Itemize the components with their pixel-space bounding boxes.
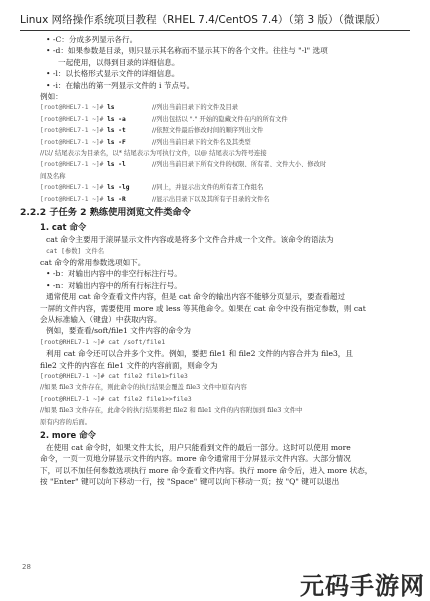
paragraph-line: cat 命令主要用于滚屏显示文件内容或是将多个文件合并成一个文件。该命令的语法为 <box>46 235 334 245</box>
syntax-line: cat [参数] 文件名 <box>46 247 105 255</box>
code-comment: //同上，并显示出文件的所有者工作组名 <box>152 184 264 192</box>
code-line <box>40 125 405 136</box>
code-command: ls -t <box>107 127 126 135</box>
code-command: ls -a <box>107 115 126 123</box>
code-command: ls <box>107 104 115 112</box>
code-prompt: [root@RHEL7-1 ~]# <box>40 115 108 123</box>
section-heading: 2.2.2 子任务 2 熟练使用浏览文件类命令 <box>20 207 191 219</box>
code-comment: //列出当前目录下的文件及目录 <box>152 104 239 112</box>
option-line: • -d：如果参数是目录，则只显示其名称而不显示其下的各个文件。往往与 "-l" 选项 <box>46 46 328 56</box>
code-note: //以/ 结尾表示为目录名，以* 结尾表示为可执行文件，以@ 结尾表示为符号连接 <box>40 149 267 158</box>
code-line <box>40 194 405 205</box>
code-comment: //列出当前目录下所有文件的权限、所有者、文件大小、修改时 <box>152 161 327 169</box>
code-command: ls -lg <box>107 184 130 192</box>
watermark-logo: 元码手游网 <box>300 572 425 600</box>
paragraph-line: 例如，要查看/soft/file1 文件内容的命令为 <box>46 326 191 336</box>
code-comment: //显示出目录下以及其所有子目录的文件名 <box>152 195 270 203</box>
paragraph-line: 利用 cat 命令还可以合并多个文件。例如，要把 file1 和 file2 文件的内容合并为 file3，且 <box>46 349 353 359</box>
subsection-heading: 2. more 命令 <box>40 430 96 440</box>
paragraph-line: cat 命令的常用参数选项如下。 <box>40 257 146 267</box>
code-command: ls -R <box>107 195 126 203</box>
code-prompt: [root@RHEL7-1 ~]# <box>40 195 108 203</box>
code-prompt: [root@RHEL7-1 ~]# <box>40 127 108 135</box>
paragraph-line: 会从标准输入（键盘）中获取内容。 <box>40 314 162 324</box>
option-line: • -l：以长格形式显示文件的详细信息。 <box>46 69 180 79</box>
code-note: //如果 file3 文件存在，此命令的执行结果将把 file2 和 file1 文件的内容附加到 file3 文件中 <box>40 406 303 415</box>
code-line: [root@RHEL7-1 ~]# cat /soft/file1 <box>40 338 166 346</box>
paragraph-line: 在使用 cat 命令时，如果文件太长，用户只能看到文件的最后一部分。这时可以使用 more <box>46 443 351 452</box>
paragraph-line: 命令，一页一页地分屏显示文件的内容。more 命令通常用于分屏显示文件内容。大部分情况 <box>40 454 351 464</box>
code-line <box>40 182 405 193</box>
code-prompt: [root@RHEL7-1 ~]# <box>40 184 108 192</box>
paragraph-line: 按 "Enter" 键可以向下移动一行，按 "Space" 键可以向下移动一页；按 "Q" 键可以退出 <box>40 477 340 487</box>
code-line: [root@RHEL7-1 ~]# cat file2 file1>>file3 <box>40 395 192 403</box>
paragraph-line: file2 文件的内容在 file1 文件的内容前面，则命令为 <box>40 360 218 370</box>
code-note: //如果 file3 文件存在，则此命令的执行结果会覆盖 file3 文件中原有内容 <box>40 383 247 392</box>
option-line: • -b：对输出内容中的非空行标注行号。 <box>46 269 182 279</box>
code-line <box>40 102 405 113</box>
example-label: 例如： <box>40 92 63 102</box>
code-command: ls -F <box>107 138 126 146</box>
subsection-heading: 1. cat 命令 <box>40 222 87 233</box>
code-line: [root@RHEL7-1 ~]# cat file2 file1>file3 <box>40 372 188 380</box>
page-body <box>20 34 405 488</box>
page-number: 28 <box>22 563 31 571</box>
code-prompt: [root@RHEL7-1 ~]# <box>40 161 108 169</box>
code-line <box>40 137 405 148</box>
option-line: • -n：对输出内容中的所有行标注行号。 <box>46 280 182 290</box>
code-line <box>40 114 405 125</box>
option-line: • -i：在输出的第一列显示文件的 i 节点号。 <box>46 80 195 90</box>
code-comment: //列出包括以 "." 开始的隐藏文件在内的所有文件 <box>152 115 288 123</box>
code-prompt: [root@RHEL7-1 ~]# <box>40 138 108 146</box>
code-comment: //依照文件最后修改时间的顺序列出文件 <box>152 127 264 135</box>
code-line <box>40 159 405 170</box>
running-header: Linux 网络操作系统项目教程（RHEL 7.4/CentOS 7.4）（第 3 版）（微课版） <box>20 14 386 26</box>
code-command: ls -l <box>107 161 126 169</box>
code-note: 原有内容的后面。 <box>40 417 92 426</box>
code-comment: //列出当前目录下的文件名及其类型 <box>152 138 251 146</box>
header-rule <box>20 30 410 31</box>
paragraph-line: 通常使用 cat 命令查看文件内容，但是 cat 命令的输出内容不能够分页显示，要查看超过 <box>46 292 346 302</box>
option-line: 一起使用，以得到目录的详细信息。 <box>58 57 180 67</box>
paragraph-line: 一屏的文件内容，需要使用 more 或 less 等其他命令。如果在 cat 命令中没有指定参数，则 cat <box>40 303 366 313</box>
code-prompt: [root@RHEL7-1 ~]# <box>40 104 108 112</box>
code-note: 间及名称 <box>40 171 66 180</box>
paragraph-line: 下，可以不加任何参数选项执行 more 命令查看文件内容。执行 more 命令后，进入 more 状态， <box>40 465 373 475</box>
option-line: • -C：分成多列显示各行。 <box>46 35 138 44</box>
